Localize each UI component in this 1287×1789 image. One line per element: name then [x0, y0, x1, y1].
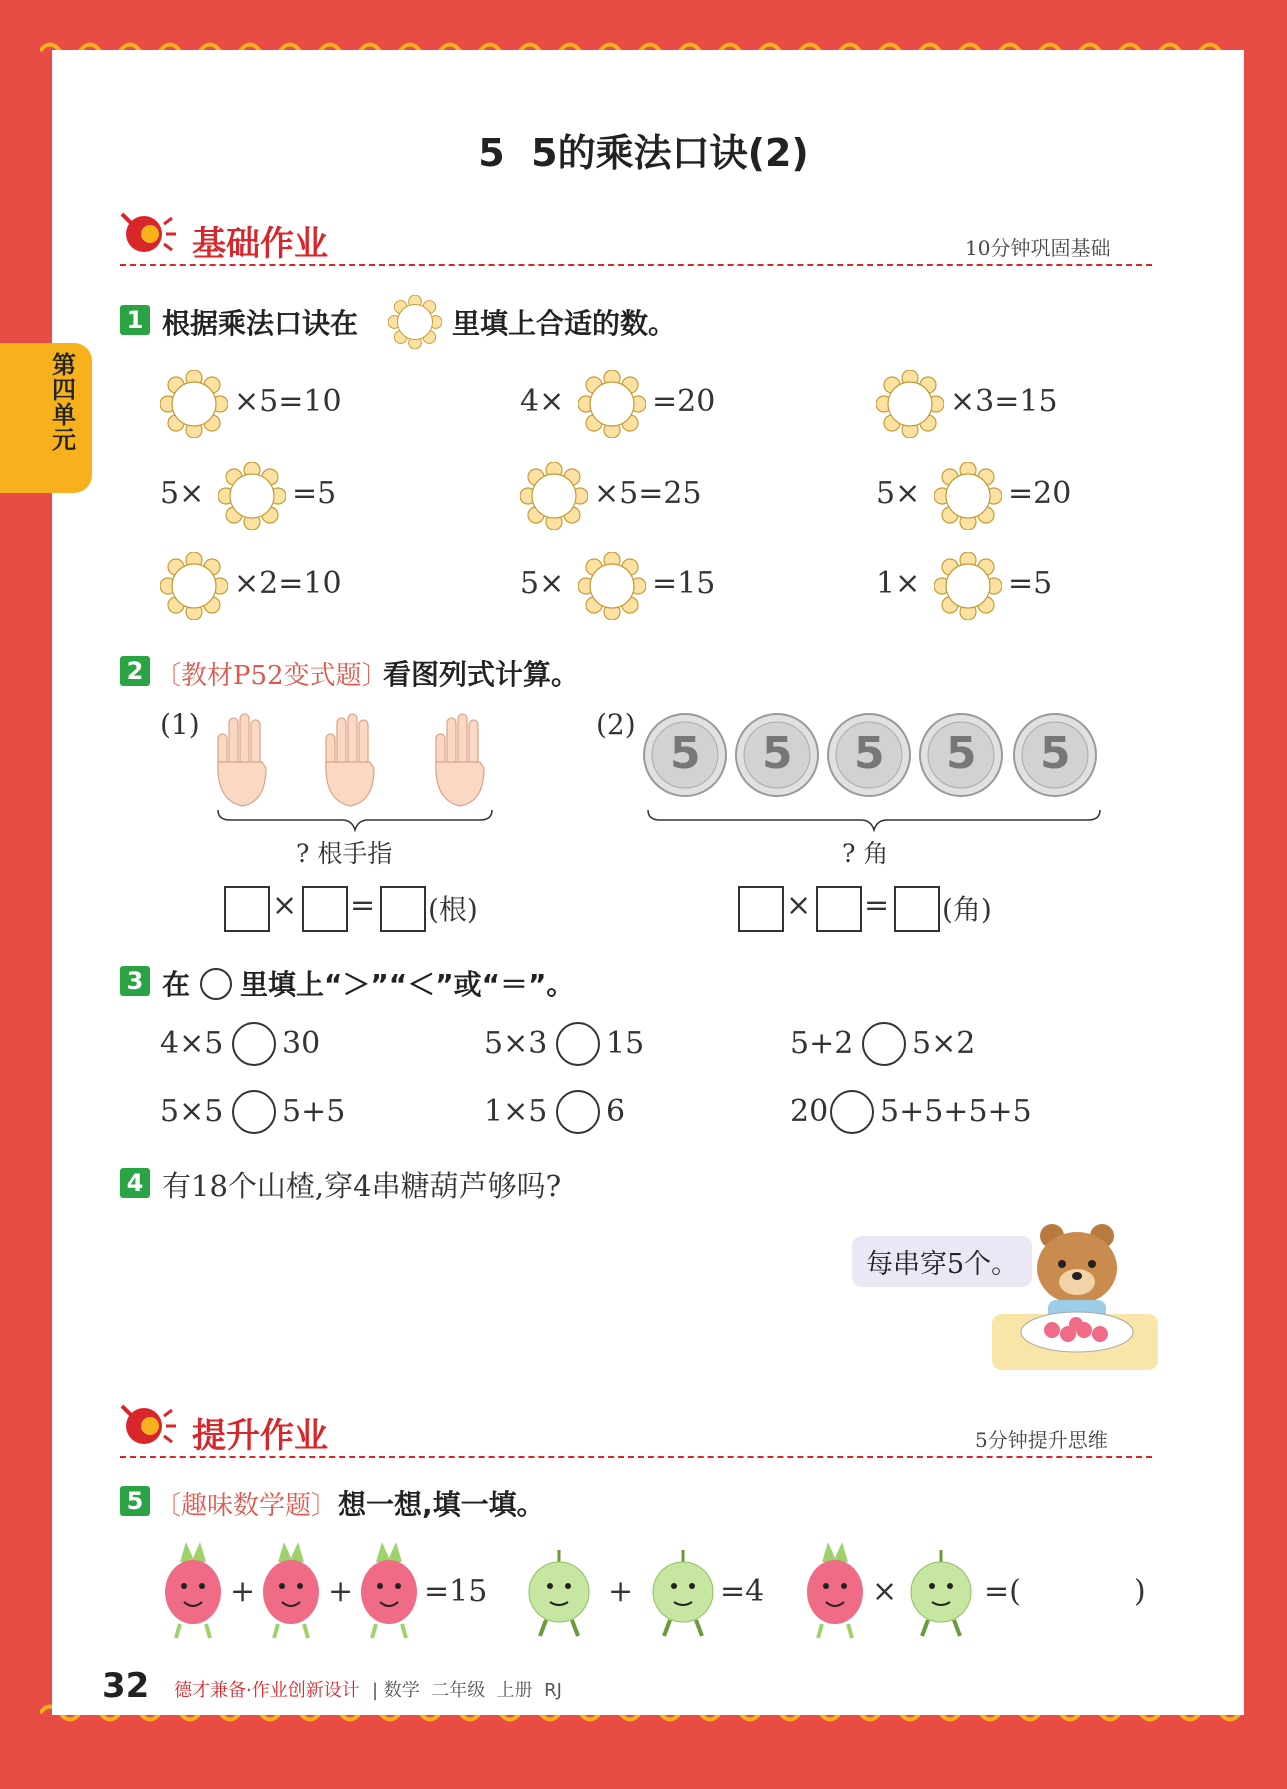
- math-text: 5×5: [160, 1094, 224, 1129]
- question-number: 1: [120, 305, 150, 335]
- math-text: 5+5: [282, 1094, 346, 1129]
- answer-box[interactable]: [816, 886, 862, 932]
- math-text: ×2=10: [234, 566, 342, 601]
- section-divider: [120, 264, 1152, 266]
- operator: ×: [872, 1574, 898, 1609]
- flower-answer-blank[interactable]: [160, 552, 228, 620]
- question-text: 有18个山楂,穿4串糖葫芦够吗?: [162, 1169, 562, 1203]
- brace: [216, 808, 494, 832]
- compare-circle-blank[interactable]: [556, 1022, 600, 1066]
- trumpet-icon: [118, 1402, 180, 1454]
- flower-answer-blank[interactable]: [160, 370, 228, 438]
- page-title: 5 5的乘法口诀(2): [478, 131, 809, 175]
- operator: ×: [786, 888, 812, 923]
- math-text: 5×: [520, 566, 565, 601]
- dragonfruit-icon: [356, 1540, 422, 1640]
- question-number: 3: [120, 966, 150, 996]
- dragonfruit-icon: [258, 1540, 324, 1640]
- math-text: ×5=25: [594, 476, 702, 511]
- section-subtitle-basic: 10分钟巩固基础: [965, 236, 1111, 260]
- melon-icon: [650, 1540, 716, 1640]
- trumpet-icon: [118, 210, 180, 262]
- circle-icon: [200, 968, 232, 1000]
- flower-answer-blank[interactable]: [578, 370, 646, 438]
- question-number: 5: [120, 1486, 150, 1516]
- answer-box[interactable]: [302, 886, 348, 932]
- question-text: 在: [162, 968, 191, 1001]
- flower-blank-icon: [388, 295, 442, 349]
- coin-value: 5: [854, 728, 885, 779]
- question-number: 4: [120, 1168, 150, 1198]
- section-title-advanced: 提升作业: [192, 1416, 328, 1456]
- flower-answer-blank[interactable]: [218, 462, 286, 530]
- compare-circle-blank[interactable]: [830, 1090, 874, 1134]
- operator: ×: [272, 888, 298, 923]
- operator: =: [350, 888, 376, 923]
- answer-blank[interactable]: [1030, 1570, 1130, 1610]
- speech-bubble: 每串穿5个。: [852, 1236, 1032, 1287]
- coin-value: 5: [1040, 728, 1071, 779]
- math-text: 15: [606, 1026, 645, 1061]
- coin-value: 5: [946, 728, 977, 779]
- dragonfruit-icon: [802, 1540, 868, 1640]
- part-label: (2): [596, 708, 636, 741]
- bear-icon: [990, 1222, 1160, 1372]
- math-text: =(: [984, 1574, 1021, 1609]
- section-subtitle-advanced: 5分钟提升思维: [975, 1428, 1108, 1452]
- math-text: =5: [292, 476, 337, 511]
- worksheet-page: [52, 50, 1244, 1715]
- coin-value: 5: [762, 728, 793, 779]
- math-text: =15: [424, 1574, 488, 1609]
- math-text: 5×: [876, 476, 921, 511]
- part-label: (1): [160, 708, 200, 741]
- math-text: =20: [1008, 476, 1072, 511]
- question-text: 想一想,填一填。: [338, 1488, 545, 1521]
- answer-box[interactable]: [380, 886, 426, 932]
- math-text: ×3=15: [950, 384, 1058, 419]
- math-text: 5+2: [790, 1026, 854, 1061]
- operator: +: [608, 1574, 634, 1609]
- melon-icon: [526, 1540, 592, 1640]
- math-text: =20: [652, 384, 716, 419]
- question-number: 2: [120, 656, 150, 686]
- answer-box[interactable]: [224, 886, 270, 932]
- question-text: 根据乘法口诀在: [162, 307, 359, 340]
- flower-answer-blank[interactable]: [934, 462, 1002, 530]
- unit-label: (角): [942, 893, 992, 926]
- footer-brand: 德才兼备·作业创新设计: [174, 1680, 360, 1701]
- operator: +: [328, 1574, 354, 1609]
- math-text: 5×2: [912, 1026, 976, 1061]
- brace: [646, 808, 1102, 832]
- page-number: 32: [102, 1666, 150, 1706]
- compare-circle-blank[interactable]: [862, 1022, 906, 1066]
- section-divider: [120, 1456, 1152, 1458]
- question-text: 里填上“＞”“＜”或“＝”。: [240, 968, 575, 1001]
- question-tag: 〔趣味数学题〕: [155, 1491, 338, 1521]
- math-text: 1×: [876, 566, 921, 601]
- hand-icon: [322, 712, 378, 808]
- math-text: =5: [1008, 566, 1053, 601]
- math-text: =15: [652, 566, 716, 601]
- math-text: 30: [282, 1026, 321, 1061]
- math-text: 5×: [160, 476, 205, 511]
- math-text: ×5=10: [234, 384, 342, 419]
- math-text: 4×5: [160, 1026, 224, 1061]
- section-title-basic: 基础作业: [192, 224, 328, 264]
- math-text: =4: [720, 1574, 765, 1609]
- math-text: 1×5: [484, 1094, 548, 1129]
- unit-side-tab-label: 第四单元: [52, 351, 76, 454]
- operator: =: [864, 888, 890, 923]
- hand-icon: [214, 712, 270, 808]
- brace-label: ? 角: [842, 839, 889, 868]
- footer-info: | 数学 二年级 上册 RJ: [372, 1680, 562, 1701]
- compare-circle-blank[interactable]: [556, 1090, 600, 1134]
- math-text: 20: [790, 1094, 829, 1129]
- dragonfruit-icon: [160, 1540, 226, 1640]
- brace-label: ? 根手指: [296, 839, 393, 868]
- flower-answer-blank[interactable]: [876, 370, 944, 438]
- flower-answer-blank[interactable]: [934, 552, 1002, 620]
- question-text: 看图列式计算。: [383, 658, 580, 691]
- math-text: 5+5+5+5: [880, 1094, 1032, 1129]
- flower-answer-blank[interactable]: [578, 552, 646, 620]
- math-text: ): [1134, 1574, 1146, 1609]
- unit-side-tab: [0, 343, 92, 493]
- flower-answer-blank[interactable]: [520, 462, 588, 530]
- question-text: 里填上合适的数。: [452, 307, 677, 340]
- unit-label: (根): [428, 893, 478, 926]
- compare-circle-blank[interactable]: [232, 1090, 276, 1134]
- operator: +: [230, 1574, 256, 1609]
- answer-box[interactable]: [738, 886, 784, 932]
- math-text: 4×: [520, 384, 565, 419]
- compare-circle-blank[interactable]: [232, 1022, 276, 1066]
- melon-icon: [908, 1540, 974, 1640]
- math-text: 6: [606, 1094, 626, 1129]
- coin-value: 5: [670, 728, 701, 779]
- answer-box[interactable]: [894, 886, 940, 932]
- math-text: 5×3: [484, 1026, 548, 1061]
- hand-icon: [432, 712, 488, 808]
- question-tag: 〔教材P52变式题〕: [155, 661, 388, 691]
